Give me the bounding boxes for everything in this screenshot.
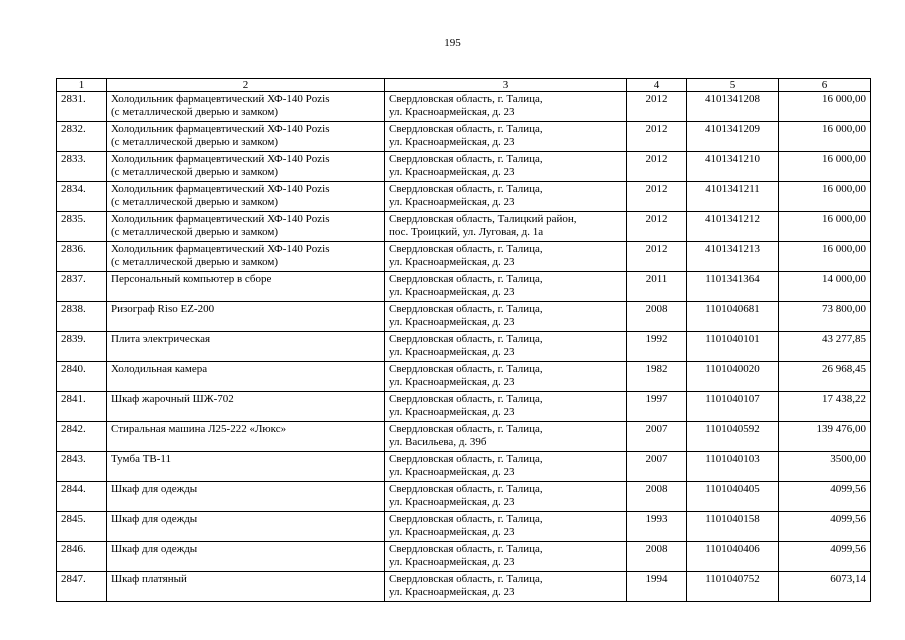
year-cell: 1997	[627, 392, 687, 422]
address-cell-line-1: Свердловская область, г. Талица,	[389, 123, 543, 135]
row-number-cell: 2844.	[57, 482, 107, 512]
item-name-cell-line-2: (с металлической дверью и замком)	[111, 106, 279, 118]
row-number-cell: 2839.	[57, 332, 107, 362]
row-number-cell: 2836.	[57, 242, 107, 272]
address-cell-line-1: Свердловская область, г. Талица,	[389, 363, 543, 375]
item-name-cell-line-1: Персональный компьютер в сборе	[111, 273, 272, 285]
address-cell-line-2: ул. Красноармейская, д. 23	[389, 586, 515, 598]
item-name-cell-line-1: Холодильник фармацевтический ХФ-140 Pozis	[111, 213, 330, 225]
cost-cell: 4099,56	[779, 512, 871, 542]
year-cell: 2012	[627, 152, 687, 182]
year-cell: 1982	[627, 362, 687, 392]
address-cell	[385, 512, 627, 542]
cost-cell: 3500,00	[779, 452, 871, 482]
address-cell	[385, 422, 627, 452]
table-row	[57, 92, 871, 122]
year-cell: 2012	[627, 182, 687, 212]
item-name-cell	[107, 182, 385, 212]
address-cell-line-1: Свердловская область, г. Талица,	[389, 303, 543, 315]
address-cell	[385, 302, 627, 332]
table-row	[57, 422, 871, 452]
address-cell-line-2: ул. Красноармейская, д. 23	[389, 196, 515, 208]
item-name-cell	[107, 212, 385, 242]
year-cell: 2012	[627, 122, 687, 152]
inventory-number-cell: 1101040103	[687, 452, 779, 482]
cost-cell: 4099,56	[779, 482, 871, 512]
address-cell-line-1: Свердловская область, г. Талица,	[389, 393, 543, 405]
row-number-cell: 2845.	[57, 512, 107, 542]
year-cell: 2008	[627, 542, 687, 572]
inventory-number-cell: 1101040101	[687, 332, 779, 362]
address-cell-line-2: ул. Красноармейская, д. 23	[389, 556, 515, 568]
cost-cell: 16 000,00	[779, 92, 871, 122]
table-row	[57, 122, 871, 152]
item-name-cell	[107, 482, 385, 512]
row-number-cell: 2840.	[57, 362, 107, 392]
cost-cell: 16 000,00	[779, 152, 871, 182]
row-number-cell: 2841.	[57, 392, 107, 422]
address-cell-line-1: Свердловская область, г. Талица,	[389, 573, 543, 585]
address-cell-line-2: ул. Красноармейская, д. 23	[389, 136, 515, 148]
address-cell	[385, 242, 627, 272]
inventory-number-cell: 1101040681	[687, 302, 779, 332]
item-name-cell-line-1: Стиральная машина Л25-222 «Люкс»	[111, 423, 287, 435]
row-number-cell: 2843.	[57, 452, 107, 482]
item-name-cell-line-2: (с металлической дверью и замком)	[111, 256, 279, 268]
item-name-cell	[107, 572, 385, 602]
address-cell-line-2: ул. Красноармейская, д. 23	[389, 256, 515, 268]
address-cell-line-1: Свердловская область, г. Талица,	[389, 543, 543, 555]
address-cell	[385, 212, 627, 242]
year-cell: 2012	[627, 92, 687, 122]
item-name-cell	[107, 92, 385, 122]
item-name-cell-line-1: Холодильник фармацевтический ХФ-140 Pozis	[111, 153, 330, 165]
year-cell: 2008	[627, 302, 687, 332]
address-cell-line-1: Свердловская область, г. Талица,	[389, 183, 543, 195]
table-row	[57, 242, 871, 272]
item-name-cell-line-1: Ризограф Riso EZ-200	[111, 303, 215, 315]
address-cell-line-2: ул. Красноармейская, д. 23	[389, 376, 515, 388]
item-name-cell	[107, 362, 385, 392]
item-name-cell	[107, 422, 385, 452]
address-cell-line-2: пос. Троицкий, ул. Луговая, д. 1а	[389, 226, 544, 238]
item-name-cell-line-1: Холодильная камера	[111, 363, 208, 375]
item-name-cell-line-2: (с металлической дверью и замком)	[111, 136, 279, 148]
year-cell: 2007	[627, 452, 687, 482]
year-cell: 2008	[627, 482, 687, 512]
page-number: 195	[444, 37, 461, 49]
table-row	[57, 392, 871, 422]
address-cell-line-1: Свердловская область, г. Талица,	[389, 423, 543, 435]
address-cell-line-1: Свердловская область, г. Талица,	[389, 513, 543, 525]
item-name-cell	[107, 302, 385, 332]
address-cell	[385, 122, 627, 152]
item-name-cell-line-2: (с металлической дверью и замком)	[111, 226, 279, 238]
address-cell-line-2: ул. Красноармейская, д. 23	[389, 406, 515, 418]
address-cell-line-2: ул. Красноармейская, д. 23	[389, 466, 515, 478]
address-cell	[385, 482, 627, 512]
item-name-cell-line-2: (с металлической дверью и замком)	[111, 166, 279, 178]
address-cell-line-1: Свердловская область, Талицкий район,	[389, 213, 577, 225]
item-name-cell-line-1: Холодильник фармацевтический ХФ-140 Pozis	[111, 123, 330, 135]
address-cell-line-1: Свердловская область, г. Талица,	[389, 273, 543, 285]
address-cell-line-1: Свердловская область, г. Талица,	[389, 333, 543, 345]
inventory-number-cell: 4101341211	[687, 182, 779, 212]
row-number-cell: 2834.	[57, 182, 107, 212]
year-cell: 2011	[627, 272, 687, 302]
item-name-cell	[107, 242, 385, 272]
row-number-cell: 2846.	[57, 542, 107, 572]
address-cell	[385, 362, 627, 392]
cost-cell: 73 800,00	[779, 302, 871, 332]
row-number-cell: 2835.	[57, 212, 107, 242]
cost-cell: 43 277,85	[779, 332, 871, 362]
address-cell	[385, 332, 627, 362]
table-row	[57, 362, 871, 392]
item-name-cell-line-1: Шкаф для одежды	[111, 483, 198, 495]
column-header-name: 2	[107, 79, 385, 92]
item-name-cell-line-2: (с металлической дверью и замком)	[111, 196, 279, 208]
item-name-cell-line-1: Холодильник фармацевтический ХФ-140 Pozis	[111, 243, 330, 255]
inventory-number-cell: 4101341213	[687, 242, 779, 272]
column-header-cost: 6	[779, 79, 871, 92]
cost-cell: 26 968,45	[779, 362, 871, 392]
item-name-cell	[107, 122, 385, 152]
table-row	[57, 272, 871, 302]
item-name-cell	[107, 272, 385, 302]
item-name-cell	[107, 512, 385, 542]
address-cell-line-1: Свердловская область, г. Талица,	[389, 453, 543, 465]
item-name-cell-line-1: Шкаф для одежды	[111, 543, 198, 555]
row-number-cell: 2847.	[57, 572, 107, 602]
address-cell	[385, 272, 627, 302]
inventory-number-cell: 1101040158	[687, 512, 779, 542]
year-cell: 1994	[627, 572, 687, 602]
cost-cell: 16 000,00	[779, 212, 871, 242]
cost-cell: 16 000,00	[779, 122, 871, 152]
cost-cell: 14 000,00	[779, 272, 871, 302]
item-name-cell-line-1: Шкаф для одежды	[111, 513, 198, 525]
row-number-cell: 2831.	[57, 92, 107, 122]
cost-cell: 17 438,22	[779, 392, 871, 422]
address-cell	[385, 392, 627, 422]
address-cell-line-1: Свердловская область, г. Талица,	[389, 483, 543, 495]
inventory-number-cell: 4101341210	[687, 152, 779, 182]
inventory-number-cell: 4101341208	[687, 92, 779, 122]
inventory-number-cell: 1101040752	[687, 572, 779, 602]
cost-cell: 16 000,00	[779, 182, 871, 212]
inventory-number-cell: 4101341212	[687, 212, 779, 242]
table-row	[57, 152, 871, 182]
year-cell: 2007	[627, 422, 687, 452]
item-name-cell-line-1: Шкаф жарочный ШЖ-702	[111, 393, 234, 405]
address-cell	[385, 452, 627, 482]
address-cell-line-2: ул. Васильева, д. 39б	[389, 436, 487, 448]
address-cell-line-2: ул. Красноармейская, д. 23	[389, 526, 515, 538]
table-row	[57, 512, 871, 542]
inventory-number-cell: 1101040107	[687, 392, 779, 422]
address-cell-line-2: ул. Красноармейская, д. 23	[389, 286, 515, 298]
cost-cell: 16 000,00	[779, 242, 871, 272]
table-row	[57, 302, 871, 332]
column-header-number: 1	[57, 79, 107, 92]
item-name-cell	[107, 452, 385, 482]
column-header-inventory-number: 5	[687, 79, 779, 92]
address-cell	[385, 92, 627, 122]
item-name-cell-line-1: Холодильник фармацевтический ХФ-140 Pozis	[111, 93, 330, 105]
item-name-cell	[107, 152, 385, 182]
item-name-cell-line-1: Плита электрическая	[111, 333, 211, 345]
item-name-cell	[107, 332, 385, 362]
inventory-number-cell: 1101040405	[687, 482, 779, 512]
item-name-cell	[107, 542, 385, 572]
table-row	[57, 332, 871, 362]
cost-cell: 6073,14	[779, 572, 871, 602]
inventory-number-cell: 1101040592	[687, 422, 779, 452]
row-number-cell: 2832.	[57, 122, 107, 152]
year-cell: 2012	[627, 212, 687, 242]
address-cell-line-2: ул. Красноармейская, д. 23	[389, 316, 515, 328]
address-cell-line-1: Свердловская область, г. Талица,	[389, 93, 543, 105]
address-cell-line-2: ул. Красноармейская, д. 23	[389, 166, 515, 178]
item-name-cell-line-1: Тумба ТВ-11	[111, 453, 172, 465]
table-row	[57, 572, 871, 602]
column-header-address: 3	[385, 79, 627, 92]
row-number-cell: 2837.	[57, 272, 107, 302]
address-cell-line-2: ул. Красноармейская, д. 23	[389, 496, 515, 508]
inventory-number-cell: 1101040406	[687, 542, 779, 572]
item-name-cell	[107, 392, 385, 422]
year-cell: 2012	[627, 242, 687, 272]
address-cell	[385, 542, 627, 572]
inventory-number-cell: 1101341364	[687, 272, 779, 302]
table-row	[57, 182, 871, 212]
year-cell: 1993	[627, 512, 687, 542]
year-cell: 1992	[627, 332, 687, 362]
table-row	[57, 212, 871, 242]
row-number-cell: 2842.	[57, 422, 107, 452]
column-header-year: 4	[627, 79, 687, 92]
address-cell	[385, 572, 627, 602]
inventory-number-cell: 1101040020	[687, 362, 779, 392]
address-cell-line-2: ул. Красноармейская, д. 23	[389, 106, 515, 118]
table-body	[57, 92, 871, 602]
item-name-cell-line-1: Шкаф платяный	[111, 573, 187, 585]
row-number-cell: 2833.	[57, 152, 107, 182]
address-cell	[385, 152, 627, 182]
address-cell-line-2: ул. Красноармейская, д. 23	[389, 346, 515, 358]
address-cell-line-1: Свердловская область, г. Талица,	[389, 153, 543, 165]
table-header-row	[57, 79, 871, 92]
table-row	[57, 482, 871, 512]
table-row	[57, 452, 871, 482]
property-registry-table	[56, 78, 871, 602]
item-name-cell-line-1: Холодильник фармацевтический ХФ-140 Pozis	[111, 183, 330, 195]
cost-cell: 139 476,00	[779, 422, 871, 452]
address-cell	[385, 182, 627, 212]
inventory-number-cell: 4101341209	[687, 122, 779, 152]
cost-cell: 4099,56	[779, 542, 871, 572]
table-row	[57, 542, 871, 572]
row-number-cell: 2838.	[57, 302, 107, 332]
address-cell-line-1: Свердловская область, г. Талица,	[389, 243, 543, 255]
